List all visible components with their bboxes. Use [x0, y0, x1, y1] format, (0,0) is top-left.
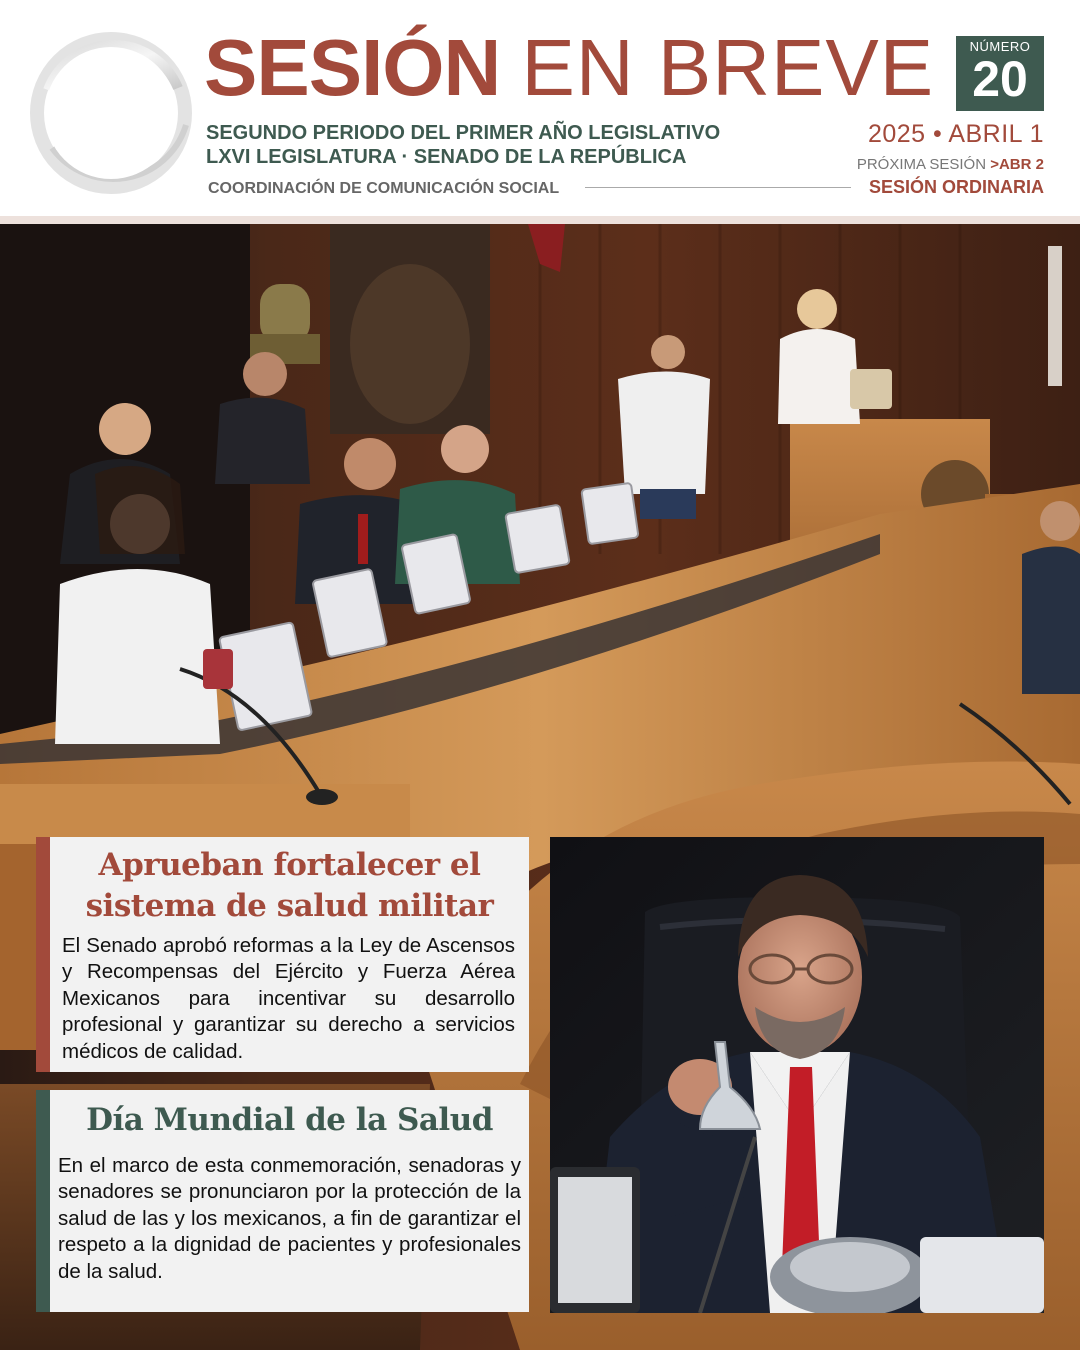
next-session-date: >ABR 2 [990, 156, 1044, 173]
header-border [0, 216, 1080, 224]
senate-president-bell-photo [550, 837, 1044, 1313]
issue-badge [956, 36, 1044, 111]
article-accent-bar [36, 837, 50, 1072]
article-accent-bar [36, 1090, 50, 1312]
article-body: El Senado aprobó reformas a la Ley de Ascensos y Recompensas del Ejército y Fuerza Aérea Mexicanos para incentivar su desarrollo profesional y garantizar su derecho a servicios médicos de calidad. [62, 934, 515, 1063]
article-world-health-day [36, 1090, 529, 1312]
header [0, 0, 1080, 216]
masthead-title [204, 23, 935, 112]
article-military-health [36, 837, 529, 1072]
article-title: Día Mundial de la Salud [86, 1102, 493, 1138]
article-title [50, 845, 529, 927]
session-type: SESIÓN ORDINARIA [868, 177, 1044, 197]
article-body: En el marco de esta conmemoración, senadoras y senadores se pronunciaron por la protección de la salud de las y los mexicanos, a fin de garantizar el respeto a la dignidad de pacientes y profesionales de la salud. [58, 1154, 521, 1283]
masthead-title-bold: SESIÓN [204, 23, 501, 112]
subtitle-period: SEGUNDO PERIODO DEL PRIMER AÑO LEGISLATIVO [206, 122, 721, 144]
masthead-title-light: EN BREVE [521, 23, 935, 112]
logo-ring-icon [28, 30, 194, 196]
next-session-label: PRÓXIMA SESIÓN [856, 156, 987, 173]
article-title-line2: sistema de salud militar [85, 888, 494, 924]
next-session [857, 156, 1044, 173]
article-title-line1: Aprueban fortalecer el [98, 847, 481, 883]
coordination-label: COORDINACIÓN DE COMUNICACIÓN SOCIAL [208, 180, 560, 197]
issue-label: NÚMERO [969, 39, 1031, 54]
header-divider [585, 187, 851, 188]
session-date: 2025 • ABRIL 1 [867, 120, 1044, 148]
subtitle-legislature: LXVI LEGISLATURA · SENADO DE LA REPÚBLICA [206, 146, 687, 168]
issue-number: 20 [972, 51, 1028, 107]
